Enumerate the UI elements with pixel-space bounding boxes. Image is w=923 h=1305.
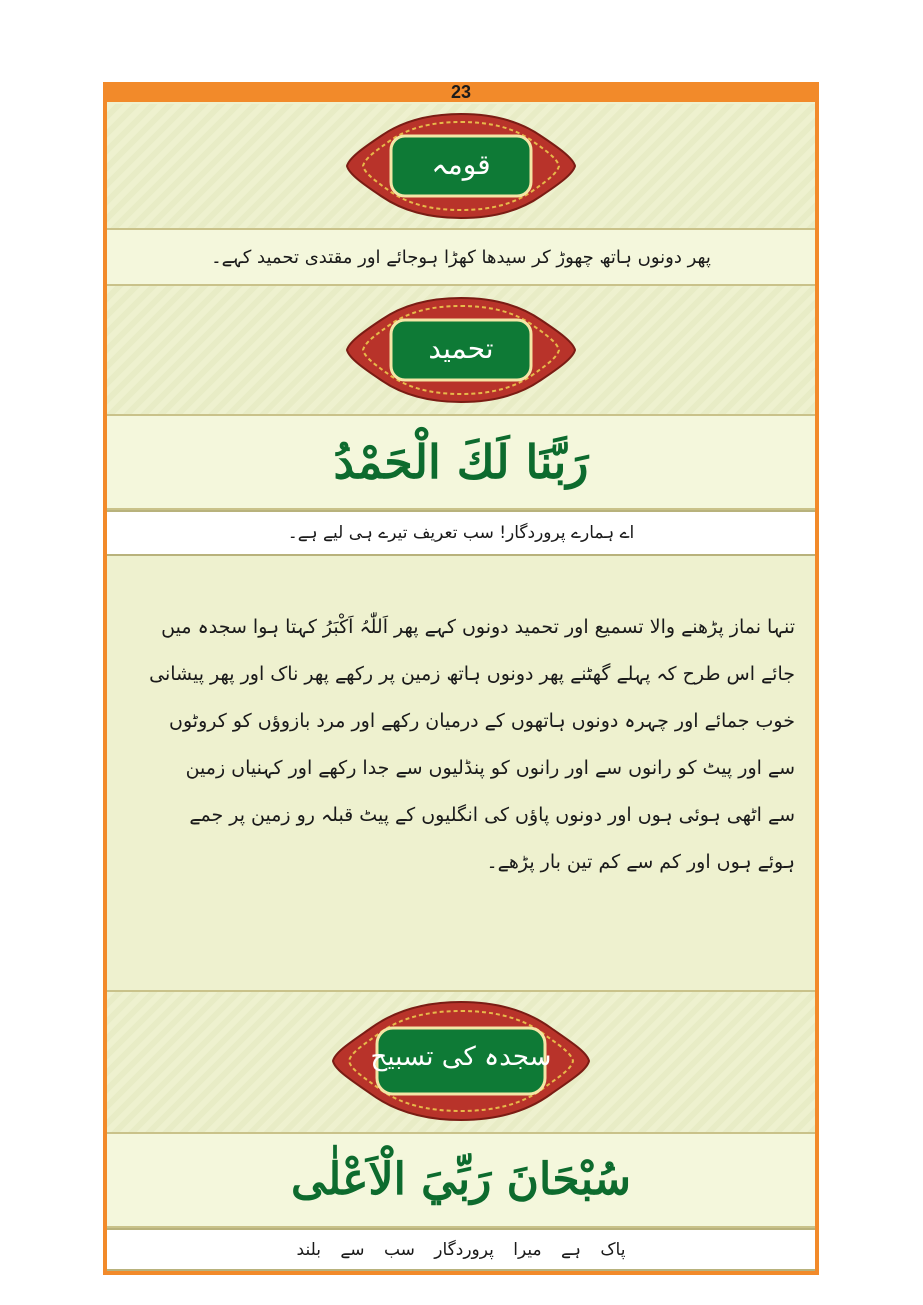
sajda-translation: پاک ہے میرا پروردگار سب سے بلند [296,1240,626,1260]
tahmeed-badge [345,296,577,404]
page-number: 23 [450,82,472,102]
page-number-bar [103,82,819,102]
sajda-badge [331,1000,591,1122]
sajda-arabic-bar [107,1132,815,1228]
tahmeed-title: تحمید [428,332,494,365]
instruction-line: سے اور پیٹ کو رانوں سے اور رانوں کو پنڈلیوں سے جدا رکھے اور کہنیاں زمین [185,757,795,779]
qauma-title: قومہ [431,148,491,181]
sajda-arabic: سُبْحَانَ رَبِّيَ الْاَعْلٰى [291,1154,631,1205]
sajda-translation-bar [107,1228,815,1271]
tahmeed-translation: اے ہمارے پروردگار! سب تعریف تیرے ہی لیے ہے۔ [287,523,635,543]
instruction-line: سے اٹھی ہوئی ہوں اور دونوں پاؤں کی انگلیوں کے پیٹ قبلہ رو زمین پر جمے [189,804,795,826]
instruction-line: خوب جمائے اور چہرہ دونوں ہاتھوں کے درمیان رکھے اور مرد بازوؤں کو کروٹوں [169,710,795,732]
tahmeed-arabic-bar [107,414,815,510]
instructions-paragraph [127,604,795,886]
instruction-line: جائے اس طرح کہ پہلے گھٹنے پھر دونوں ہاتھ زمین پر رکھے پھر ناک اور پھر پیشانی [149,663,795,685]
qauma-badge [345,112,577,220]
tahmeed-translation-bar [107,510,815,556]
instruction-line: ہوئے ہوں اور کم سے کم تین بار پڑھے۔ [486,851,795,873]
qauma-text-bar [107,228,815,286]
book-page [103,82,819,1275]
qauma-text: پھر دونوں ہاتھ چھوڑ کر سیدھا کھڑا ہوجائے اور مقتدی تحمید کہے۔ [211,247,711,268]
instruction-line: تنہا نماز پڑھنے والا تسمیع اور تحمید دونوں کہے پھر اَللّٰہُ اَکْبَرُ کہتا ہوا سجدہ میں [161,616,795,638]
tahmeed-arabic: رَبَّنَا لَكَ الْحَمْدُ [333,435,589,489]
sajda-title: سجدہ کی تسبیح [370,1042,552,1072]
